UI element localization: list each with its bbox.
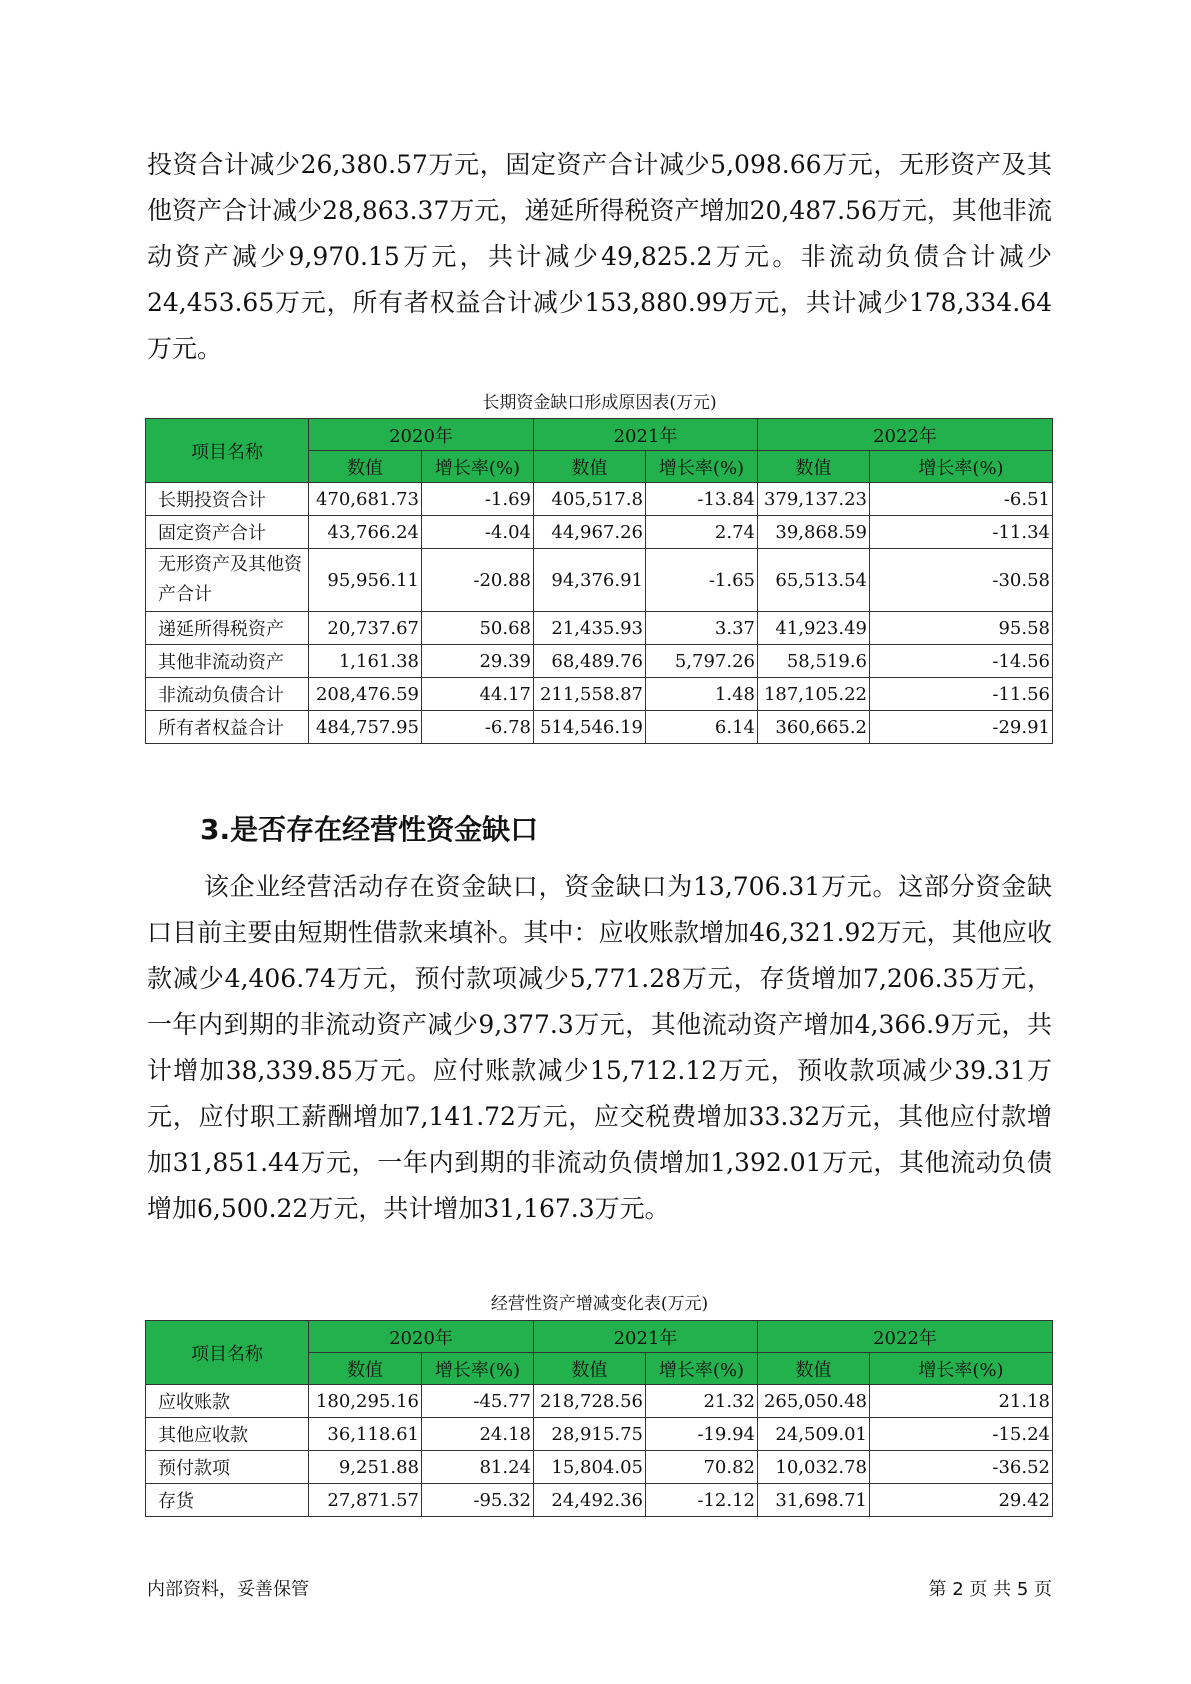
row-label: 非流动负债合计 (146, 678, 309, 711)
table1-header-year: 2021年 (534, 419, 758, 451)
table2-header-value: 数值 (534, 1353, 646, 1385)
cell-growth: 24.18 (422, 1418, 534, 1451)
table2-header-growth: 增长率(%) (646, 1353, 758, 1385)
paragraph-operating-gap-text: 该企业经营活动存在资金缺口，资金缺口为13,706.31万元。这部分资金缺口目前主要由短期性借款来填补。其中：应收账款增加46,321.92万元，其他应收款减少4,406.74万元，预付款项减少5,771.28万元，存货增加7,206.35万元，一年内到期的非流动资产减少9,377.3万元，其他流动资产增加4,366.9万元，共计增加38,339.85万元。应付账款减少15,712.12万元，预收款项减少39.31万元，应付职工薪酬增加7,141.72万元，应交税费增加33.32万元，其他应付款增加31,851.44万元，一年内到期的非流动负债增加1,392.01万元，其他流动负债增加6,500.22万元，共计增加31,167.3万元。 (147, 872, 1052, 1223)
table1-header-value: 数值 (534, 451, 646, 483)
cell-growth: -20.88 (422, 549, 534, 612)
table-row (146, 711, 1053, 744)
table-row (146, 1484, 1053, 1517)
cell-growth: -6.78 (422, 711, 534, 744)
paragraph-operating-gap (147, 864, 1052, 1232)
row-label: 长期投资合计 (146, 483, 309, 516)
table-row (146, 612, 1053, 645)
cell-value: 21,435.93 (534, 612, 646, 645)
paragraph-long-term-summary: 投资合计减少26,380.57万元，固定资产合计减少5,098.66万元，无形资产及其他资产合计减少28,863.37万元，递延所得税资产增加20,487.56万元，其他非流动资产减少9,970.15万元，共计减少49,825.2万元。非流动负债合计减少24,453.65万元，所有者权益合计减少153,880.99万元，共计减少178,334.64万元。 (147, 150, 1052, 363)
cell-growth: -4.04 (422, 516, 534, 549)
cell-value: 208,476.59 (309, 678, 422, 711)
cell-value: 484,757.95 (309, 711, 422, 744)
cell-growth: 1.48 (646, 678, 758, 711)
cell-growth: 5,797.26 (646, 645, 758, 678)
cell-growth: -1.65 (646, 549, 758, 612)
table2-header-value: 数值 (309, 1353, 422, 1385)
cell-growth: -15.24 (870, 1418, 1053, 1451)
cell-value: 39,868.59 (758, 516, 870, 549)
cell-growth: -12.12 (646, 1484, 758, 1517)
cell-growth: 50.68 (422, 612, 534, 645)
row-label: 所有者权益合计 (146, 711, 309, 744)
table-row (146, 1418, 1053, 1451)
row-label: 无形资产及其他资产合计 (146, 549, 309, 612)
table2-header-value: 数值 (758, 1353, 870, 1385)
cell-value: 65,513.54 (758, 549, 870, 612)
cell-growth: 2.74 (646, 516, 758, 549)
table2-header-year: 2022年 (758, 1321, 1053, 1353)
table2-header-item: 项目名称 (146, 1321, 309, 1385)
cell-growth: 3.37 (646, 612, 758, 645)
cell-growth: -14.56 (870, 645, 1053, 678)
cell-value: 10,032.78 (758, 1451, 870, 1484)
cell-growth: 44.17 (422, 678, 534, 711)
cell-value: 58,519.6 (758, 645, 870, 678)
row-label: 其他应收款 (146, 1418, 309, 1451)
cell-growth: -6.51 (870, 483, 1053, 516)
cell-growth: 81.24 (422, 1451, 534, 1484)
row-label: 递延所得税资产 (146, 612, 309, 645)
table-row (146, 678, 1053, 711)
cell-value: 514,546.19 (534, 711, 646, 744)
cell-growth: 29.42 (870, 1484, 1053, 1517)
cell-growth: 70.82 (646, 1451, 758, 1484)
table-row (146, 645, 1053, 678)
cell-growth: -11.56 (870, 678, 1053, 711)
table1-header-value: 数值 (758, 451, 870, 483)
cell-value: 20,737.67 (309, 612, 422, 645)
footer-page-number: 第 2 页 共 5 页 (928, 1579, 1052, 1600)
table1-header-year: 2020年 (309, 419, 534, 451)
row-label: 其他非流动资产 (146, 645, 309, 678)
cell-value: 41,923.49 (758, 612, 870, 645)
section-heading: 3.是否存在经营性资金缺口 (200, 813, 539, 846)
cell-value: 31,698.71 (758, 1484, 870, 1517)
cell-value: 27,871.57 (309, 1484, 422, 1517)
cell-value: 95,956.11 (309, 549, 422, 612)
table-row (146, 549, 1053, 612)
cell-value: 405,517.8 (534, 483, 646, 516)
cell-growth: 95.58 (870, 612, 1053, 645)
table1-header-item: 项目名称 (146, 419, 309, 483)
cell-value: 15,804.05 (534, 1451, 646, 1484)
cell-value: 36,118.61 (309, 1418, 422, 1451)
cell-value: 9,251.88 (309, 1451, 422, 1484)
cell-growth: -1.69 (422, 483, 534, 516)
cell-value: 43,766.24 (309, 516, 422, 549)
cell-value: 218,728.56 (534, 1385, 646, 1418)
table2-header-growth: 增长率(%) (870, 1353, 1053, 1385)
cell-value: 187,105.22 (758, 678, 870, 711)
row-label: 存货 (146, 1484, 309, 1517)
table2-header-growth: 增长率(%) (422, 1353, 534, 1385)
table-row (146, 1385, 1053, 1418)
cell-growth: 29.39 (422, 645, 534, 678)
table-row (146, 516, 1053, 549)
table1-caption: 长期资金缺口形成原因表(万元) (482, 393, 717, 413)
cell-value: 24,509.01 (758, 1418, 870, 1451)
cell-value: 94,376.91 (534, 549, 646, 612)
cell-value: 28,915.75 (534, 1418, 646, 1451)
table2-header-year: 2020年 (309, 1321, 534, 1353)
row-label: 应收账款 (146, 1385, 309, 1418)
table1-header-growth: 增长率(%) (870, 451, 1053, 483)
cell-value: 180,295.16 (309, 1385, 422, 1418)
cell-growth: -19.94 (646, 1418, 758, 1451)
cell-growth: 6.14 (646, 711, 758, 744)
table1-header-value: 数值 (309, 451, 422, 483)
table1-header-growth: 增长率(%) (422, 451, 534, 483)
cell-growth: -95.32 (422, 1484, 534, 1517)
cell-value: 379,137.23 (758, 483, 870, 516)
cell-growth: -13.84 (646, 483, 758, 516)
table-row (146, 483, 1053, 516)
table1-header-growth: 增长率(%) (646, 451, 758, 483)
operating-asset-change-table (145, 1320, 1053, 1517)
cell-value: 68,489.76 (534, 645, 646, 678)
cell-value: 211,558.87 (534, 678, 646, 711)
cell-growth: 21.18 (870, 1385, 1053, 1418)
long-term-funding-gap-table (145, 418, 1053, 744)
table-row (146, 1451, 1053, 1484)
table1-header-year: 2022年 (758, 419, 1053, 451)
cell-growth: -45.77 (422, 1385, 534, 1418)
cell-growth: 21.32 (646, 1385, 758, 1418)
cell-value: 470,681.73 (309, 483, 422, 516)
row-label: 预付款项 (146, 1451, 309, 1484)
cell-growth: -30.58 (870, 549, 1053, 612)
table2-header-year: 2021年 (534, 1321, 758, 1353)
cell-value: 265,050.48 (758, 1385, 870, 1418)
cell-value: 360,665.2 (758, 711, 870, 744)
table2-caption: 经营性资产增减变化表(万元) (490, 1294, 709, 1314)
cell-value: 44,967.26 (534, 516, 646, 549)
cell-growth: -36.52 (870, 1451, 1053, 1484)
cell-growth: -29.91 (870, 711, 1053, 744)
cell-value: 24,492.36 (534, 1484, 646, 1517)
footer-confidential-note: 内部资料，妥善保管 (147, 1579, 309, 1600)
cell-value: 1,161.38 (309, 645, 422, 678)
cell-growth: -11.34 (870, 516, 1053, 549)
row-label: 固定资产合计 (146, 516, 309, 549)
